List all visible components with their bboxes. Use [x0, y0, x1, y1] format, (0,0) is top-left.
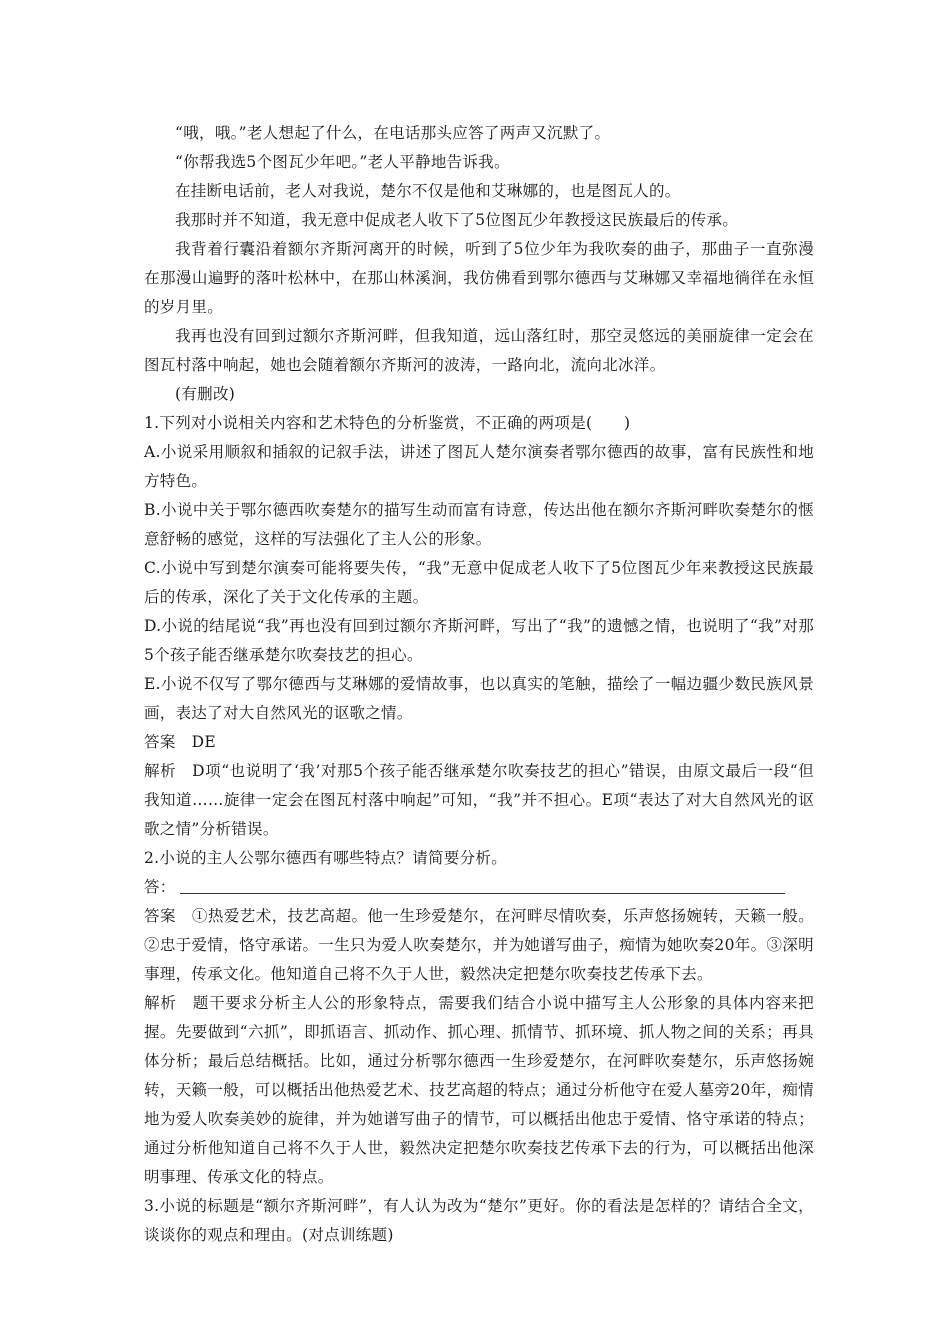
analysis-label: 解析: [144, 762, 177, 780]
question-2: 2.小说的主人公鄂尔德西有哪些特点？请简要分析。: [144, 849, 507, 867]
answer-blank[interactable]: [144, 873, 814, 902]
story-paragraph: 我背着行囊沿着额尔齐斯河离开的时候，听到了5位少年为我吹奏的曲子，那曲子一直弥漫在那漫山遍野的落叶松林中，在那山林溪涧，我仿佛看到鄂尔德西与艾琳娜又幸福地徜徉在永恒的岁月里。: [144, 240, 814, 316]
analysis-text: 题干要求分析主人公的形象特点，需要我们结合小说中描写主人公形象的具体内容来把握。先要做到“六抓”，即抓语言、抓动作、抓心理、抓情节、抓环境、抓人物之间的关系；再具体分析；最后总结概括。比如，通过分析鄂尔德西一生珍爱楚尔，在河畔吹奏楚尔，乐声悠扬婉转，天籁一般，可以概括出他热爱艺术、技艺高超的特点；通过分析他守在爱人墓旁20年，痴情地为爱人吹奏美妙的旋律，并为她谱写曲子的情节，可以概括出他忠于爱情、恪守承诺的特点；通过分析他知道自己将不久于人世，毅然决定把楚尔吹奏技艺传承下去的行为，可以概括出他深明事理、传承文化的特点。: [144, 994, 814, 1186]
edit-note: (有删改): [175, 385, 236, 403]
story-paragraph: 我再也没有回到过额尔齐斯河畔，但我知道，远山落红时，那空灵悠远的美丽旋律一定会在图瓦村落中响起，她也会随着额尔齐斯河的波涛，一路向北，流向北冰洋。: [144, 327, 814, 374]
answer-text: ①热爱艺术，技艺高超。他一生珍爱楚尔，在河畔尽情吹奏，乐声悠扬婉转，天籁一般。②忠于爱情，恪守承诺。一生只为爱人吹奏楚尔，并为她谱写曲子，痴情为她吹奏20年。③深明事理，传承文化。他知道自己将不久于人世，毅然决定把楚尔吹奏技艺传承下去。: [144, 907, 815, 983]
option-e: E.小说不仅写了鄂尔德西与艾琳娜的爱情故事，也以真实的笔触，描绘了一幅边疆少数民族风景画，表达了对大自然风光的讴歌之情。: [144, 675, 814, 722]
q2-analysis: [144, 989, 814, 1192]
question-1: 1.下列对小说相关内容和艺术特色的分析鉴赏，不正确的两项是( ): [144, 414, 631, 432]
option-b: B.小说中关于鄂尔德西吹奏楚尔的描写生动而富有诗意，传达出他在额尔齐斯河畔吹奏楚尔的惬意舒畅的感觉，这样的写法强化了主人公的形象。: [144, 501, 814, 548]
answer-underline: [180, 893, 785, 894]
option-a: A.小说采用顺叙和插叙的记叙手法，讲述了图瓦人楚尔演奏者鄂尔德西的故事，富有民族性和地方特色。: [144, 443, 814, 490]
story-paragraph: 在挂断电话前，老人对我说，楚尔不仅是他和艾琳娜的，也是图瓦人的。: [175, 182, 681, 200]
story-paragraph: 我那时并不知道，我无意中促成老人收下了5位图瓦少年教授这民族最后的传承。: [175, 211, 739, 229]
q2-answer: [144, 902, 814, 989]
story-paragraph: “哦，哦。”老人想起了什么，在电话那头应答了两声又沉默了。: [175, 124, 611, 142]
analysis-text: D项“也说明了‘我’对那5个孩子能否继承楚尔吹奏技艺的担心”错误，由原文最后一段“但我知道……旋律一定会在图瓦村落中响起”可知，“我”并不担心。E项“表达了对大自然风光的讴歌之情”分析错误。: [144, 762, 814, 838]
answer-label: 答案: [144, 733, 176, 751]
question-3: 3.小说的标题是“额尔齐斯河畔”，有人认为改为“楚尔”更好。你的看法是怎样的？请结合全文，谈谈你的观点和理由。(对点训练题): [144, 1197, 814, 1244]
q1-answer: [144, 728, 814, 757]
option-d: D.小说的结尾说“我”再也没有回到过额尔齐斯河畔，写出了“我”的遗憾之情，也说明了“我”对那5个孩子能否继承楚尔吹奏技艺的担心。: [144, 617, 814, 664]
answer-blank-label: 答：: [144, 878, 176, 896]
document-body: [144, 119, 814, 1250]
answer-text: DE: [191, 733, 216, 751]
analysis-label: 解析: [144, 994, 177, 1012]
option-c: C.小说中写到楚尔演奏可能将要失传，“我”无意中促成老人收下了5位图瓦少年来教授这民族最后的传承，深化了关于文化传承的主题。: [144, 559, 814, 606]
story-paragraph: “你帮我选5个图瓦少年吧。”老人平静地告诉我。: [175, 153, 510, 171]
answer-label: 答案: [144, 907, 176, 925]
q1-analysis: [144, 757, 814, 844]
